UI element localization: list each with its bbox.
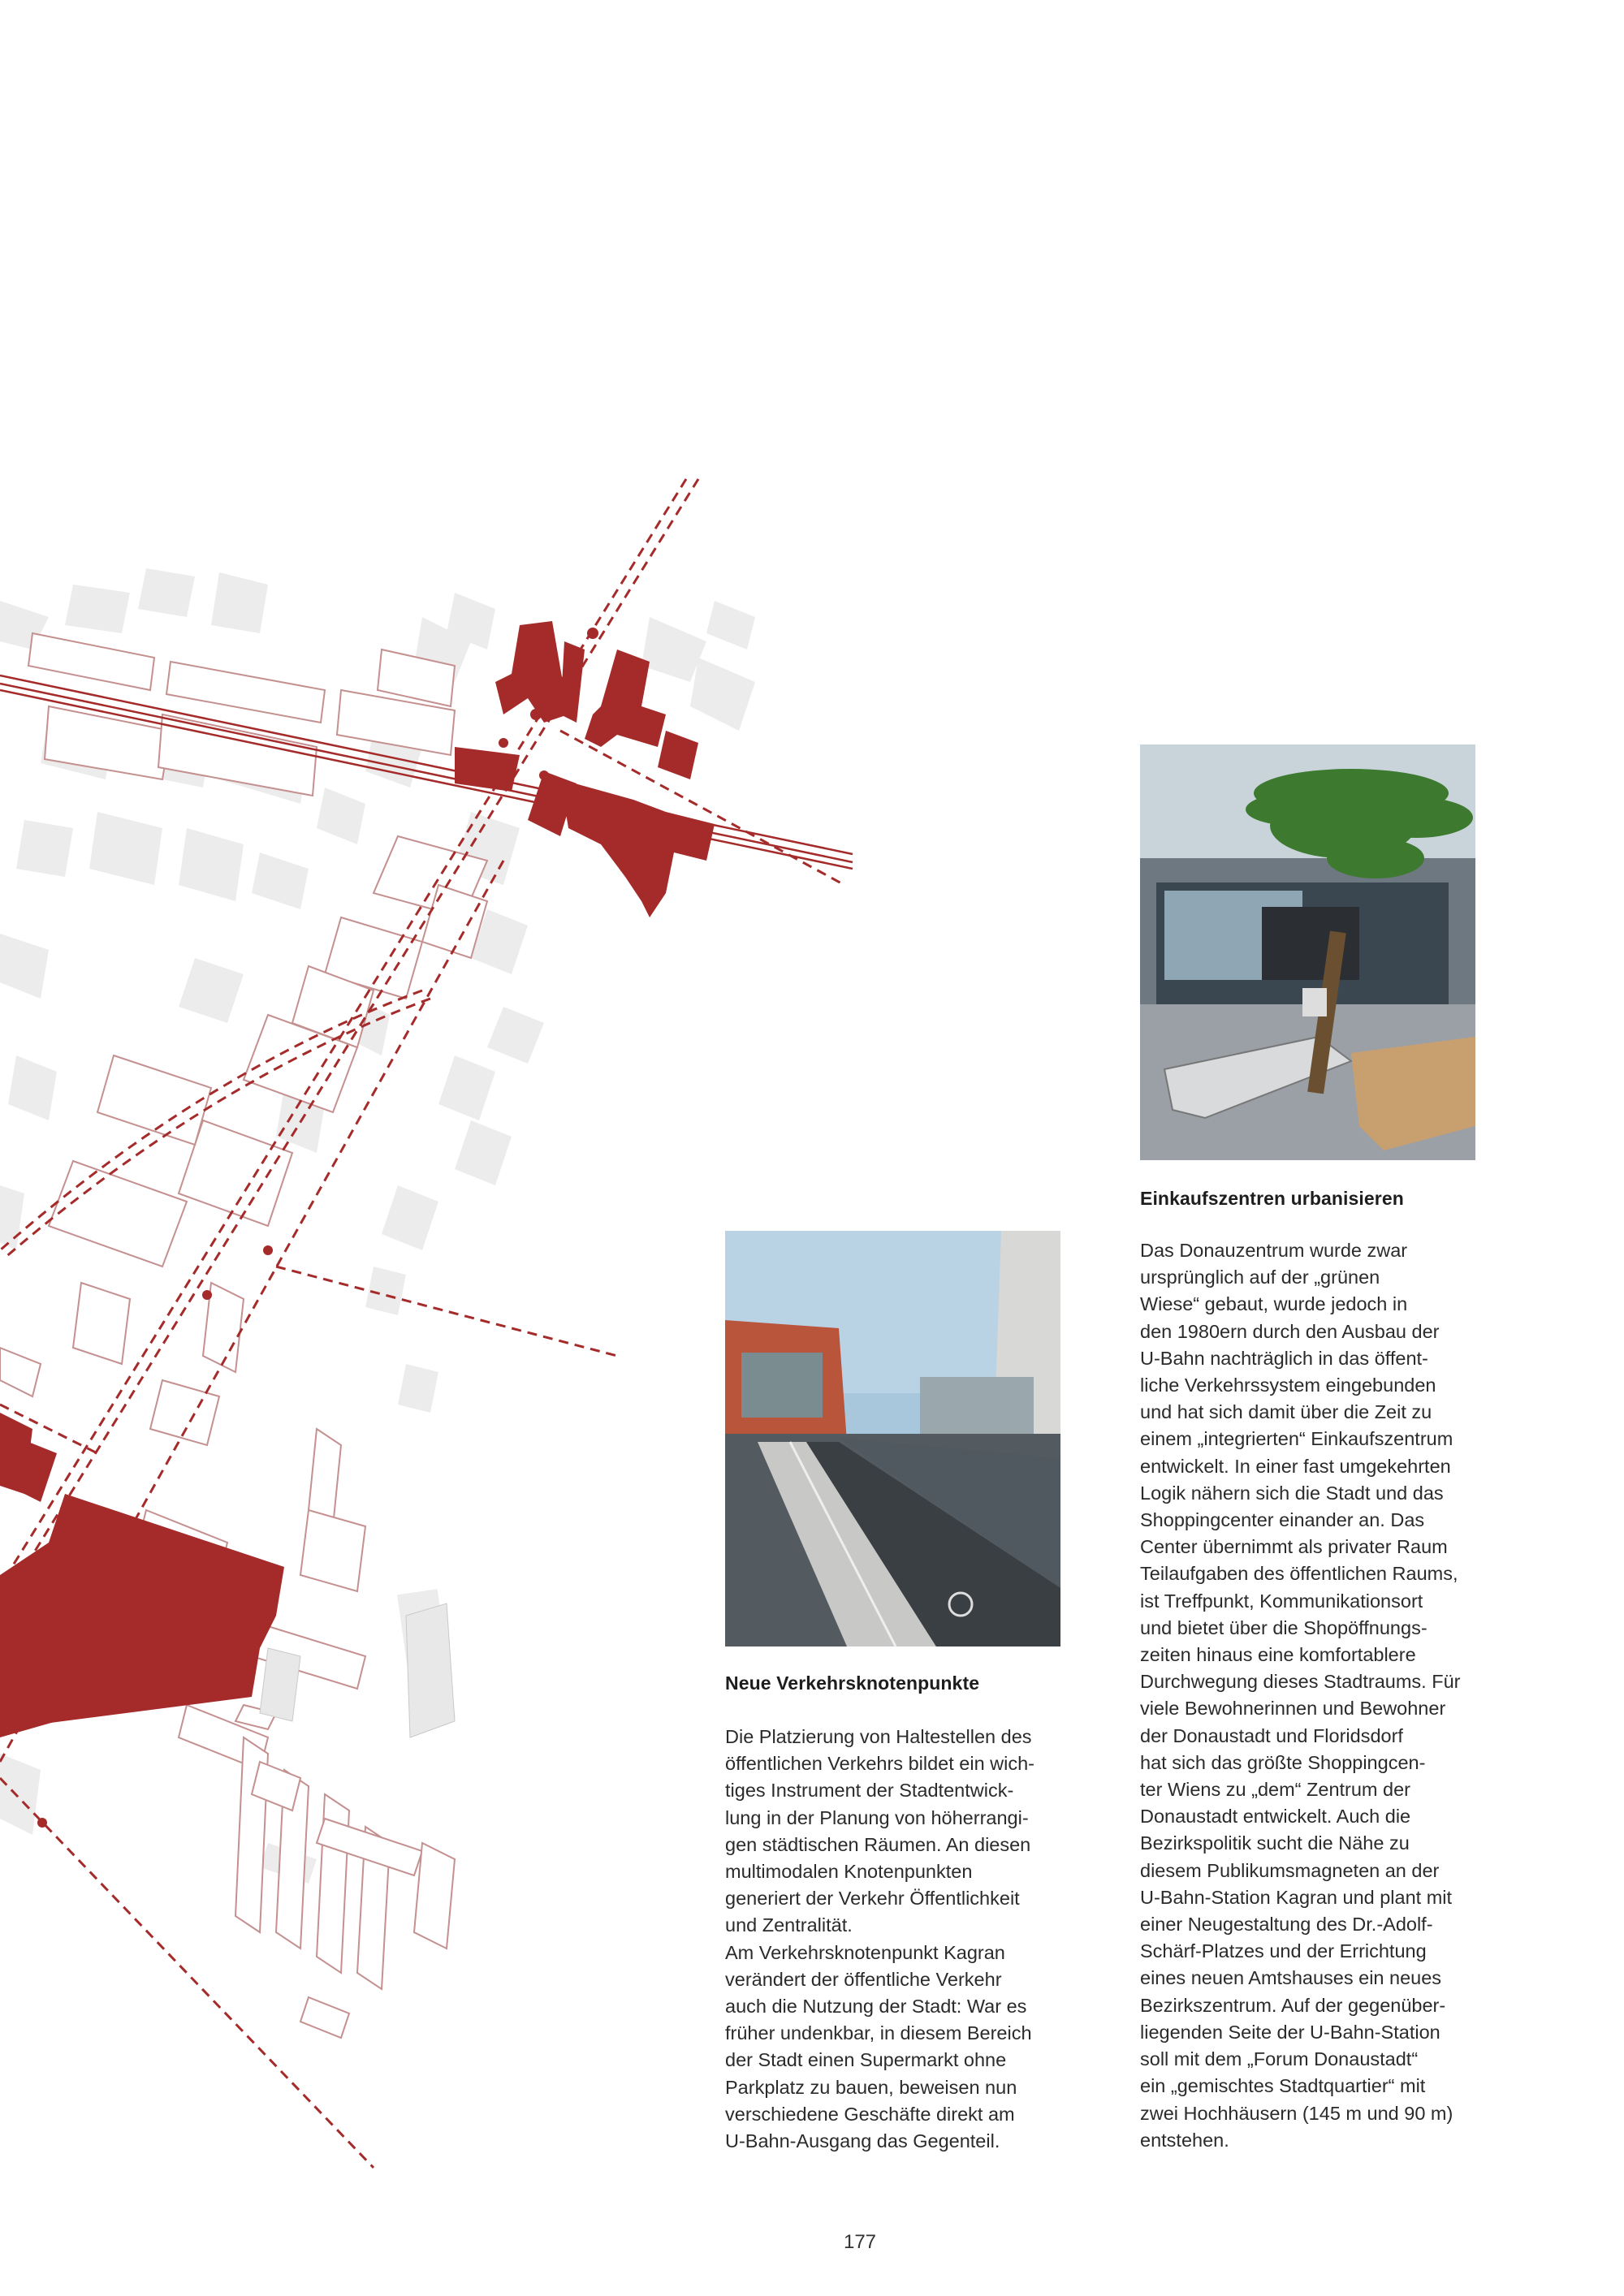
shopping-center-photo <box>1140 744 1475 1160</box>
section-heading-mall: Einkaufszentren urbanisieren <box>1140 1188 1404 1209</box>
section-heading-transit: Neue Verkehrsknotenpunkte <box>725 1672 980 1694</box>
page-number: 177 <box>843 2231 877 2253</box>
section-body-transit: Die Platzierung von Haltestellen des öffentlichen Verkehrs bildet ein wich- tiges Instrument der Stadtentwick- lung in der Planung von höherrangi- gen städtischen Räumen. An diesen multimodalen Knotenpunkten generiert der Verkehr Öffentlichkeit und Zentralität. Am Verkehrsknotenpunkt Kagran verändert der öffentliche Verkehr auch die Nutzung der Stadt: War es früher undenkbar, in diesem Bereich der Stadt einen Supermarkt ohne Parkplatz zu bauen, beweisen nun verschiedene Geschäfte direkt am U-Bahn-Ausgang das Gegenteil. <box>725 1726 1035 2152</box>
section-body-mall: Das Donauzentrum wurde zwar ursprünglich auf der „grünen Wiese“ gebaut, wurde jedoch in den 1980ern durch den Ausbau der U-Bahn nachträglich in das öffent- liche Verkehrssystem eingebunden und hat sich damit über die Zeit zu einem „integrierten“ Einkaufszentrum entwickelt. In einer fast umgekehrten Logik nähern sich die Stadt und das Shoppingcenter einander an. Das Center übernimmt als privater Raum Teilaufgaben des öffentlichen Raums, ist Treffpunkt, Kommunikationsort und bietet über die Shopöffnungs- zeiten hinaus eine komfortablere Durchwegung dieses Stadtraums. Für viele Bewohnerinnen und Bewohner der Donaustadt und Floridsdorf hat sich das größte Shoppingcen- ter Wiens zu „dem“ Zentrum der Donaustadt entwickelt. Auch die Bezirkspolitik sucht die Nähe zu diesem Publikumsmagneten an der U-Bahn-Station Kagran und plant mit einer Neugestaltung des Dr.-Adolf- Schärf-Platzes und der Errichtung eines neuen Amtshauses ein neues Bezirkszentrum. Auf der gegenüber- liegenden Seite der U-Bahn-Station soll mit dem „Forum Donaustadt“ ein „gemischtes Stadtquartier“ mit zwei Hochhäusern (145 m und 90 m) entstehen. <box>1140 1240 1461 2151</box>
transit-street-photo <box>725 1231 1060 1646</box>
outlined-buildings <box>0 633 487 2038</box>
